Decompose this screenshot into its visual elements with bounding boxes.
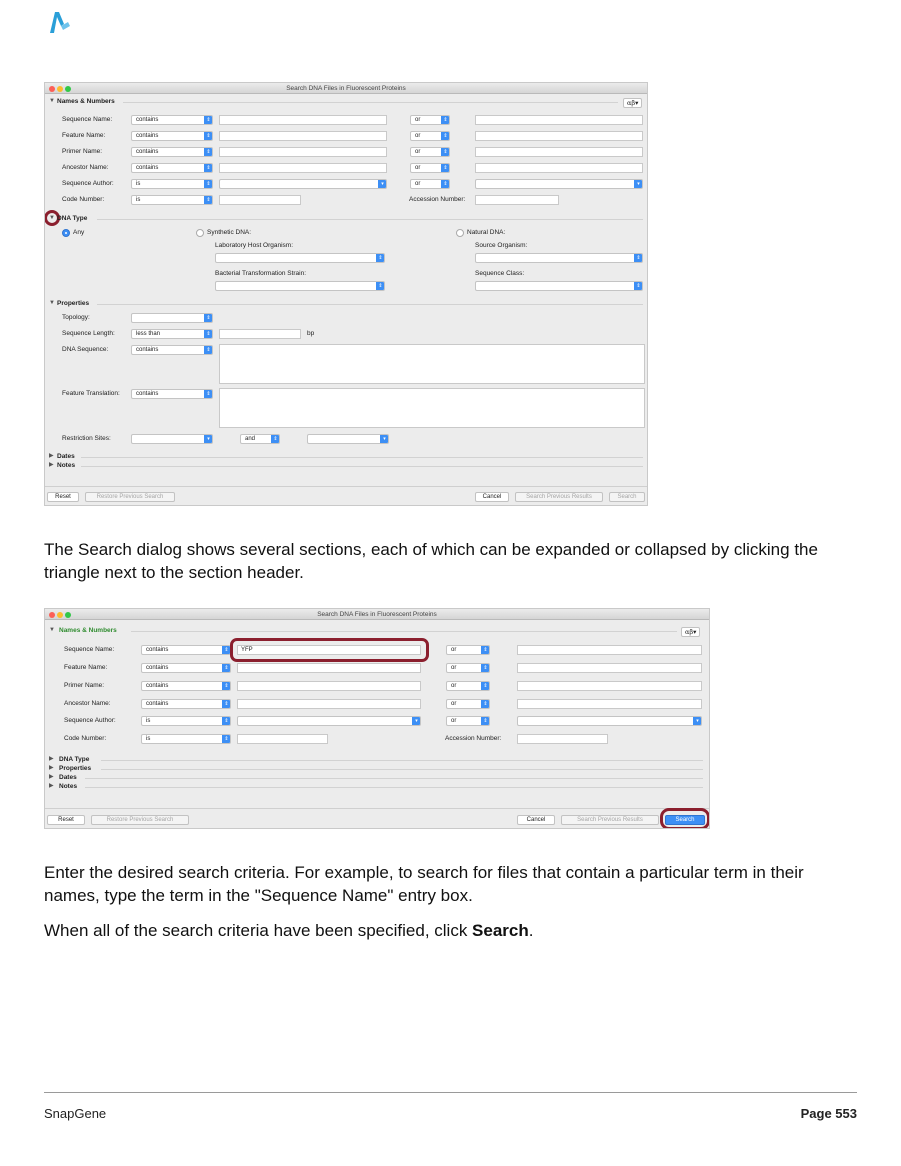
author-select-2[interactable]: [517, 716, 702, 726]
zoom-window-icon[interactable]: [65, 86, 71, 92]
select-value: and: [245, 436, 256, 442]
name-input-2[interactable]: [517, 699, 702, 709]
author-select-2[interactable]: [475, 179, 643, 189]
search-dialog-collapsed: [44, 608, 710, 829]
match-operator-select[interactable]: [131, 131, 213, 141]
stepper-icon: ⇕: [222, 699, 231, 709]
text: When all of the search criteria have been specified, click: [44, 921, 473, 940]
restriction-conjunction-select[interactable]: [240, 434, 280, 444]
row-label: Sequence Author:: [62, 180, 114, 187]
author-select[interactable]: [219, 179, 387, 189]
restriction-site-select-1[interactable]: [131, 434, 213, 444]
sequence-name-row: [45, 115, 648, 125]
notes-section-header[interactable]: Notes: [57, 462, 76, 469]
stepper-icon: ⇕: [204, 345, 213, 355]
row-label: Feature Name:: [64, 664, 108, 671]
primer-name-row: [45, 681, 710, 691]
section-divider: [85, 787, 703, 788]
name-input[interactable]: [237, 663, 421, 673]
bp-unit-label: bp: [307, 330, 315, 337]
window-title-bar: [45, 83, 647, 94]
topology-select[interactable]: [131, 313, 213, 323]
sequence-length-label: Sequence Length:: [62, 330, 115, 337]
any-label: Any: [73, 229, 85, 236]
dropdown-chevron-icon: ▾: [412, 716, 421, 726]
dates-section-header[interactable]: Dates: [59, 774, 77, 781]
stepper-icon: ⇕: [204, 179, 213, 189]
stepper-icon: ⇕: [441, 147, 450, 157]
name-input-2[interactable]: [517, 663, 702, 673]
section-divider: [81, 466, 643, 467]
dna-type-toggle-icon[interactable]: ▼: [49, 215, 55, 221]
sequence-author-row: [45, 716, 710, 726]
row-label: Sequence Author:: [64, 717, 116, 724]
bacterial-strain-label: Bacterial Transformation Strain:: [215, 270, 307, 277]
sequence-name-input[interactable]: YFP: [237, 645, 421, 655]
select-value: contains: [136, 347, 159, 353]
bacterial-strain-select[interactable]: [215, 281, 385, 291]
paragraph-click-search: [44, 919, 864, 942]
match-operator-select[interactable]: [141, 645, 231, 655]
minimize-window-icon[interactable]: [57, 86, 63, 92]
select-value: or: [451, 647, 457, 653]
select-value: contains: [146, 647, 169, 653]
select-value: or: [451, 718, 457, 724]
properties-section-header[interactable]: Properties: [59, 765, 92, 772]
select-value: or: [415, 133, 421, 139]
match-operator-select[interactable]: [141, 716, 231, 726]
paragraph-sections: The Search dialog shows several sections, each of which can be expanded or collapsed by clicking the triangle next to the section header.: [44, 540, 818, 582]
select-value: contains: [136, 165, 159, 171]
names-section-toggle-icon[interactable]: ▼: [49, 627, 55, 633]
conjunction-select[interactable]: [410, 163, 450, 173]
dna-type-section-header[interactable]: DNA Type: [59, 756, 90, 763]
input-highlight-ring: [230, 638, 429, 662]
stepper-icon: ⇕: [222, 663, 231, 673]
stepper-icon: ⇕: [204, 313, 213, 323]
section-divider: [85, 778, 703, 779]
section-divider: [131, 631, 677, 632]
code-number-label: Code Number:: [64, 735, 107, 742]
section-divider: [81, 457, 643, 458]
feature-name-row: [45, 663, 710, 673]
dates-toggle-icon[interactable]: ▶: [49, 774, 54, 780]
stepper-icon: ⇕: [204, 389, 213, 399]
footer-divider: [44, 1092, 857, 1093]
names-section-toggle-icon[interactable]: ▼: [49, 98, 55, 104]
author-select[interactable]: [237, 716, 421, 726]
row-label: Sequence Name:: [64, 646, 115, 653]
stepper-icon: ⇕: [204, 147, 213, 157]
select-value: is: [136, 181, 141, 187]
select-value: or: [415, 149, 421, 155]
row-label: Primer Name:: [62, 148, 103, 155]
alphabet-menu-button[interactable]: αβ▾: [623, 98, 642, 108]
code-number-row: [45, 734, 710, 744]
stepper-icon: ⇕: [481, 699, 490, 709]
feature-translation-label: Feature Translation:: [62, 390, 120, 397]
name-input-2[interactable]: [517, 681, 702, 691]
button-bar-divider: [45, 808, 709, 809]
stepper-icon: ⇕: [204, 131, 213, 141]
restore-previous-search-button[interactable]: Restore Previous Search: [85, 492, 175, 502]
search-highlight-ring: [660, 808, 710, 829]
select-value: is: [146, 718, 151, 724]
select-value: contains: [146, 683, 169, 689]
dates-section-header[interactable]: Dates: [57, 453, 75, 460]
select-value: or: [451, 665, 457, 671]
button-bar-divider: [45, 486, 647, 487]
any-radio[interactable]: [62, 229, 70, 237]
properties-toggle-icon[interactable]: ▶: [49, 765, 54, 771]
dna-type-section-header[interactable]: DNA Type: [57, 215, 88, 222]
footer-product-name: SnapGene: [44, 1106, 107, 1121]
window-title: Search DNA Files in Fluorescent Proteins: [317, 611, 437, 618]
reset-button[interactable]: Reset: [47, 815, 85, 825]
sequence-length-input[interactable]: [219, 329, 301, 339]
conjunction-select[interactable]: [446, 663, 490, 673]
section-divider: [101, 769, 703, 770]
snapgene-logo-icon: [44, 8, 74, 38]
match-operator-select[interactable]: [131, 115, 213, 125]
stepper-icon: ⇕: [222, 645, 231, 655]
accession-number-label: Accession Number:: [445, 735, 502, 742]
sequence-class-label: Sequence Class:: [475, 270, 525, 277]
stepper-icon: ⇕: [481, 663, 490, 673]
zoom-window-icon[interactable]: [65, 612, 71, 618]
match-operator-select[interactable]: [131, 147, 213, 157]
accession-number-label: Accession Number:: [409, 196, 466, 203]
match-operator-select[interactable]: [131, 163, 213, 173]
stepper-icon: ⇕: [204, 163, 213, 173]
properties-toggle-icon[interactable]: ▼: [49, 300, 55, 306]
restriction-site-select-2[interactable]: [307, 434, 389, 444]
stepper-icon: ⇕: [204, 115, 213, 125]
select-value: contains: [146, 701, 169, 707]
code-number-row: [45, 195, 648, 205]
synthetic-dna-label: Synthetic DNA:: [207, 229, 252, 236]
search-dialog-expanded: [44, 82, 648, 506]
select-value: less than: [136, 331, 161, 337]
stepper-icon: ⇕: [222, 681, 231, 691]
stepper-icon: ⇕: [634, 253, 643, 263]
select-value: contains: [136, 133, 159, 139]
reset-button[interactable]: Reset: [47, 492, 79, 502]
conjunction-select[interactable]: [410, 179, 450, 189]
topology-label: Topology:: [62, 314, 90, 321]
cancel-button[interactable]: Cancel: [475, 492, 509, 502]
dropdown-chevron-icon: ▾: [204, 434, 213, 444]
notes-toggle-icon[interactable]: ▶: [49, 783, 54, 789]
stepper-icon: ⇕: [441, 179, 450, 189]
stepper-icon: ⇕: [376, 281, 385, 291]
match-operator-select[interactable]: [141, 681, 231, 691]
name-input-2[interactable]: [475, 115, 643, 125]
select-value: or: [415, 165, 421, 171]
code-number-input[interactable]: [219, 195, 301, 205]
search-button[interactable]: Search: [665, 815, 705, 825]
stepper-icon: ⇕: [441, 115, 450, 125]
close-window-icon[interactable]: [49, 86, 55, 92]
ancestor-name-row: [45, 163, 648, 173]
stepper-icon: ⇕: [204, 195, 213, 205]
section-divider: [97, 304, 643, 305]
sequence-author-row: [45, 179, 648, 189]
code-operator-select[interactable]: [141, 734, 231, 744]
name-input[interactable]: [219, 115, 387, 125]
restore-previous-search-button[interactable]: Restore Previous Search: [91, 815, 189, 825]
window-title-bar: [45, 609, 709, 620]
match-operator-select[interactable]: [131, 179, 213, 189]
stepper-icon: ⇕: [222, 716, 231, 726]
minimize-window-icon[interactable]: [57, 612, 63, 618]
conjunction-select[interactable]: [410, 115, 450, 125]
stepper-icon: ⇕: [441, 131, 450, 141]
select-value: or: [415, 117, 421, 123]
source-organism-select[interactable]: [475, 253, 643, 263]
feature-translation-textarea[interactable]: [219, 388, 645, 428]
sequence-class-select[interactable]: [475, 281, 643, 291]
select-value: contains: [136, 149, 159, 155]
row-label: Ancestor Name:: [64, 700, 111, 707]
dates-toggle-icon[interactable]: ▶: [49, 453, 54, 459]
section-divider: [97, 219, 643, 220]
stepper-icon: ⇕: [204, 329, 213, 339]
stepper-icon: ⇕: [222, 734, 231, 744]
match-operator-select[interactable]: [141, 663, 231, 673]
name-input[interactable]: [237, 681, 421, 691]
select-value: or: [451, 683, 457, 689]
stepper-icon: ⇕: [481, 716, 490, 726]
window-title: Search DNA Files in Fluorescent Proteins: [286, 85, 406, 92]
name-input-2[interactable]: [475, 147, 643, 157]
search-previous-results-button[interactable]: Search Previous Results: [515, 492, 603, 502]
name-input-2[interactable]: [475, 163, 643, 173]
notes-section-header[interactable]: Notes: [59, 783, 78, 790]
stepper-icon: ⇕: [634, 281, 643, 291]
names-section-header[interactable]: Names & Numbers: [57, 98, 115, 105]
section-divider: [123, 102, 618, 103]
section-divider: [101, 760, 703, 761]
source-organism-label: Source Organism:: [475, 242, 528, 249]
cancel-button[interactable]: Cancel: [517, 815, 555, 825]
feature-translation-operator-select[interactable]: [131, 389, 213, 399]
dna-sequence-textarea[interactable]: [219, 344, 645, 384]
footer-page-number: Page 553: [800, 1106, 857, 1121]
feature-name-row: [45, 131, 648, 141]
stepper-icon: ⇕: [441, 163, 450, 173]
select-value: is: [136, 197, 141, 203]
ancestor-name-row: [45, 699, 710, 709]
stepper-icon: ⇕: [376, 253, 385, 263]
search-previous-results-button[interactable]: Search Previous Results: [561, 815, 659, 825]
names-section-header[interactable]: Names & Numbers: [59, 627, 117, 634]
dna-sequence-label: DNA Sequence:: [62, 346, 109, 353]
text: .: [528, 921, 534, 940]
name-input[interactable]: [237, 699, 421, 709]
alphabet-menu-button[interactable]: αβ▾: [681, 627, 700, 637]
select-value: is: [146, 736, 151, 742]
conjunction-select[interactable]: [446, 716, 490, 726]
stepper-icon: ⇕: [481, 681, 490, 691]
match-operator-select[interactable]: [141, 699, 231, 709]
select-value: contains: [136, 391, 159, 397]
lab-host-label: Laboratory Host Organism:: [215, 242, 294, 249]
accession-number-input[interactable]: [475, 195, 559, 205]
paragraph-criteria: Enter the desired search criteria. For example, to search for files that contain a particular term in their names, type the term in the "Sequence Name" entry box.: [44, 863, 804, 905]
row-label: Feature Name:: [62, 132, 106, 139]
code-number-label: Code Number:: [62, 196, 105, 203]
name-input[interactable]: [219, 163, 387, 173]
dna-type-toggle-icon[interactable]: ▶: [49, 756, 54, 762]
natural-dna-radio[interactable]: [456, 229, 464, 237]
row-label: Primer Name:: [64, 682, 105, 689]
notes-toggle-icon[interactable]: ▶: [49, 462, 54, 468]
sequence-length-operator-select[interactable]: [131, 329, 213, 339]
close-window-icon[interactable]: [49, 612, 55, 618]
dropdown-chevron-icon: ▾: [693, 716, 702, 726]
row-label: Sequence Name:: [62, 116, 113, 123]
conjunction-select[interactable]: [446, 645, 490, 655]
lab-host-select[interactable]: [215, 253, 385, 263]
dropdown-chevron-icon: ▾: [380, 434, 389, 444]
name-input-2[interactable]: [475, 131, 643, 141]
conjunction-select[interactable]: [446, 699, 490, 709]
dropdown-chevron-icon: ▾: [634, 179, 643, 189]
row-label: Ancestor Name:: [62, 164, 109, 171]
synthetic-dna-radio[interactable]: [196, 229, 204, 237]
properties-section-header[interactable]: Properties: [57, 300, 90, 307]
conjunction-select[interactable]: [410, 147, 450, 157]
select-value: or: [451, 701, 457, 707]
conjunction-select[interactable]: [446, 681, 490, 691]
search-button[interactable]: Search: [609, 492, 645, 502]
select-value: contains: [136, 117, 159, 123]
primer-name-row: [45, 147, 648, 157]
name-input[interactable]: [219, 147, 387, 157]
dropdown-chevron-icon: ▾: [378, 179, 387, 189]
dna-sequence-operator-select[interactable]: [131, 345, 213, 355]
stepper-icon: ⇕: [271, 434, 280, 444]
stepper-icon: ⇕: [481, 645, 490, 655]
name-input[interactable]: [219, 131, 387, 141]
select-value: contains: [146, 665, 169, 671]
select-value: or: [415, 181, 421, 187]
code-operator-select[interactable]: [131, 195, 213, 205]
accession-number-input[interactable]: [517, 734, 608, 744]
restriction-sites-label: Restriction Sites:: [62, 435, 111, 442]
code-number-input[interactable]: [237, 734, 328, 744]
search-emphasis: Search: [472, 921, 529, 940]
natural-dna-label: Natural DNA:: [467, 229, 506, 236]
name-input-2[interactable]: [517, 645, 702, 655]
conjunction-select[interactable]: [410, 131, 450, 141]
